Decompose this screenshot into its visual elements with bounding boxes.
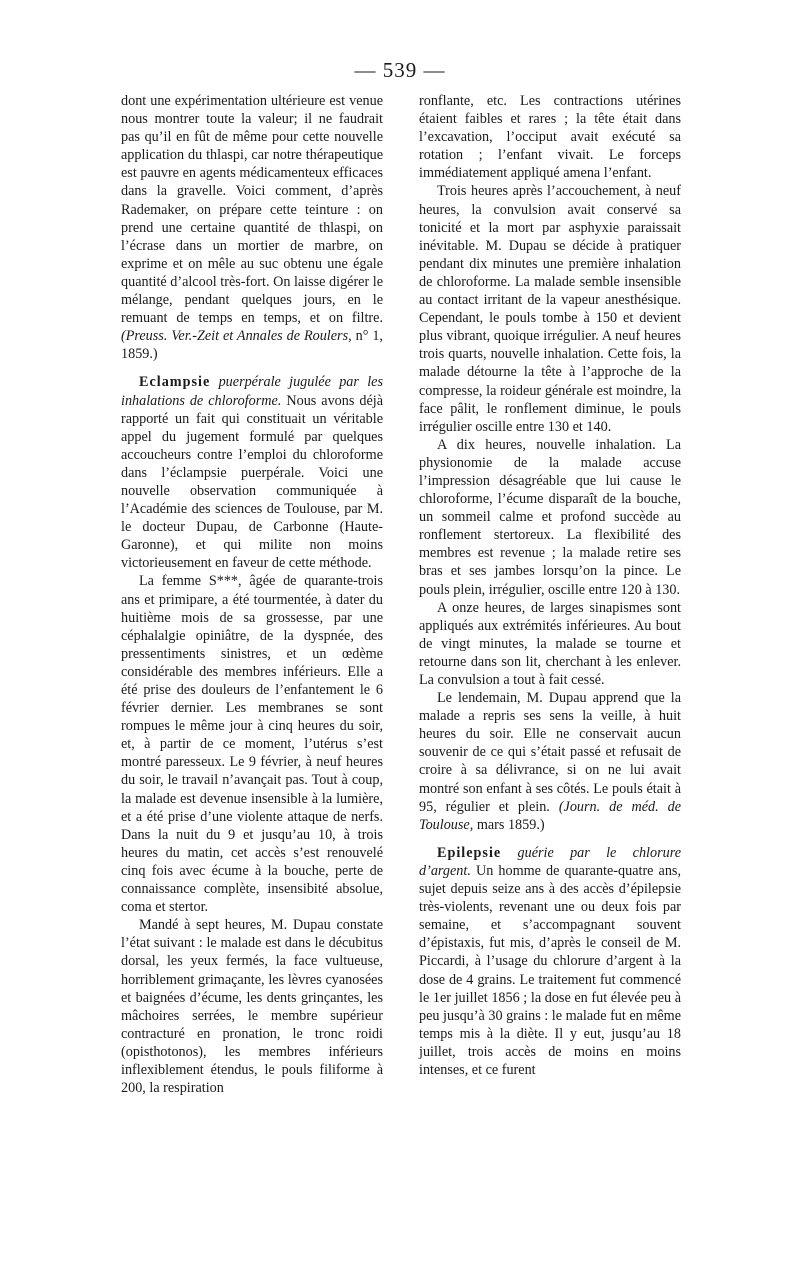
citation-end: n° 1, 1859.) [121, 328, 383, 363]
page-number: — 539 — [354, 58, 446, 82]
section-title: guérie par le chlorure d’argent. [419, 844, 682, 879]
paragraph-text: Nous avons déjà rapporté un fait qui constituait un véritable appel du jugement formulé par quelques accoucheurs contre l’emploi du chloroforme dans l’éclampsie puerpérale. Voici une nouvelle observation communiquée à l’Académie des sciences de Toulouse, par M. le docteur Dupau, de Carbonne (Haute-Garonne), et qui milite non moins victorieusement en faveur de cette méthode. [121, 392, 384, 572]
section-epilepsie [419, 844, 681, 1079]
paragraph: Mandé à sept heures, M. Dupau constate l’état suivant : le malade est dans le décubitus dorsal, les yeux fermés, la face vultueuse, horriblement grimaçante, les lèvres cyanosées et baignées d’écume, les dents grinçantes, les mâchoires serrées, le membre supérieur contracturé en pronation, le tronc roidi (opisthotonos), les membres inférieurs inflexiblement étendus, le pouls filiforme à 200, la respiration [121, 917, 383, 1097]
paragraph [121, 92, 383, 363]
citation: (Journ. de méd. de Toulouse, [419, 798, 681, 833]
section-heading: Epilepsie [437, 844, 502, 861]
left-column [121, 92, 383, 1097]
paragraph [419, 689, 681, 834]
paragraph: A onze heures, de larges sinapismes sont appliqués aux extrémités inférieures. Au bout de vingt minutes, la malade se tourne et retourne dans son lit, cherchant à les enlever. La convulsion a tout à fait cessé. [419, 599, 681, 688]
paragraph: La femme S***, âgée de quarante-trois ans et primipare, a été tourmentée, à dater du huitième mois de sa grossesse, par une céphalalgie opiniâtre, de la dyspnée, des pressentiments sinistres, et un œdème considérable des membres inférieurs. Elle a été prise des douleurs de l’enfantement le 6 février dernier. Les membranes se sont rompues le même jour à cinq heures du soir, et, à partir de ce moment, l’utérus s’est montré paresseux. Le 9 février, à neuf heures du soir, le travail n’avançait pas. Tout à coup, la malade est devenue insensible à la lumière, et a été prise d’une violente attaque de nerfs. Dans la nuit du 9 et jusqu’au 10, à trois heures du matin, cet accès s’est renouvelé cinq fois avec écume à la bouche, perte de connaissance complète, insensibité absolue, coma et stertor. [121, 573, 383, 916]
paragraph: A dix heures, nouvelle inhalation. La physionomie de la malade accuse l’impression désagréable que lui cause le chloroforme, l’écume disparaît de la bouche, un sommeil calme et profond succède au ronflement stertoreux. La flexibilité des membres est revenue ; la malade retire ses bras et ses jambes lorsqu’on la pince. Le pouls plein, irrégulier, oscille entre 120 à 130. [419, 436, 681, 598]
section-title: puerpérale jugulée par les inhalations de chloroforme. [121, 374, 383, 409]
citation-end: mars 1859.) [476, 816, 545, 833]
paragraph: Trois heures après l’accouchement, à neuf heures, la convulsion avait conservé sa tonicité et la mort par asphyxie paraissait inévitable. M. Dupau se décide à pratiquer pendant dix minutes une première inhalation de chloroforme. La malade semble insensible au contact irritant de la vapeur anesthésique. Cependant, le pouls tombe à 150 et devient plus vibrant, quoique irrégulier. A neuf heures trois quarts, nouvelle inhalation. Cette fois, la malade détourne la tête à l’approche de la compresse, la roideur générale est moindre, la face pâlit, le ronflement diminue, le pouls irrégulier oscille entre 130 et 140. [419, 183, 681, 435]
right-column [419, 92, 681, 1079]
paragraph-text: Un homme de quarante-quatre ans, sujet depuis seize ans à des accès d’épilepsie très-violents, revenant une ou deux fois par semaine, et s’accompagnant souvent d’épistaxis, fut mis, d’après le conseil de M. Piccardi, à l’usage du chlorure d’argent à la dose de 4 grains. Le traitement fut commencé le 1er juillet 1856 ; la dose en fut élevée peu à peu jusqu’à 30 grains : le malade fut en même temps mis à la diète. Il y eut, jusqu’au 18 juillet, trois accès de moins en moins intenses, et ce furent [419, 862, 681, 1078]
citation: (Preuss. Ver.-Zeit et Annales de Roulers, [121, 328, 352, 345]
paragraph-text: Le lendemain, M. Dupau apprend que la malade a repris ses sens la veille, à huit heures du soir. Elle ne conservait aucun souvenir de ce qui s’était passé et refusait de croire à sa délivrance, si on ne lui avait montré son enfant à ses côtés. Le pouls était à 95, régulier et plein. [419, 690, 681, 815]
section-heading: Eclampsie [139, 374, 211, 391]
paragraph-text: dont une expérimentation ultérieure est venue nous montrer toute la valeur; il ne faudrait pas qu’il en fût de même pour cette nouvelle application du thlaspi, car notre thérapeutique est pauvre en agents médicamenteux efficaces dans la gravelle. Voici comment, d’après Rademaker, on prépare cette teinture : on prend une certaine quantité de thlaspi, on l’écrase dans un mortier de marbre, on exprime et on mêle au suc obtenu une égale quantité d’alcool très-fort. On laisse digérer le mélange, pendant quelques jours, en le remuant de temps en temps, et on filtre. [121, 93, 383, 327]
section-eclampsie [121, 373, 383, 572]
paragraph: ronflante, etc. Les contractions utérines étaient faibles et rares ; la tête était dans l’excavation, l’occiput avait exécuté sa rotation ; l’enfant vivait. Le forceps immédiatement appliqué amena l’enfant. [419, 93, 681, 182]
